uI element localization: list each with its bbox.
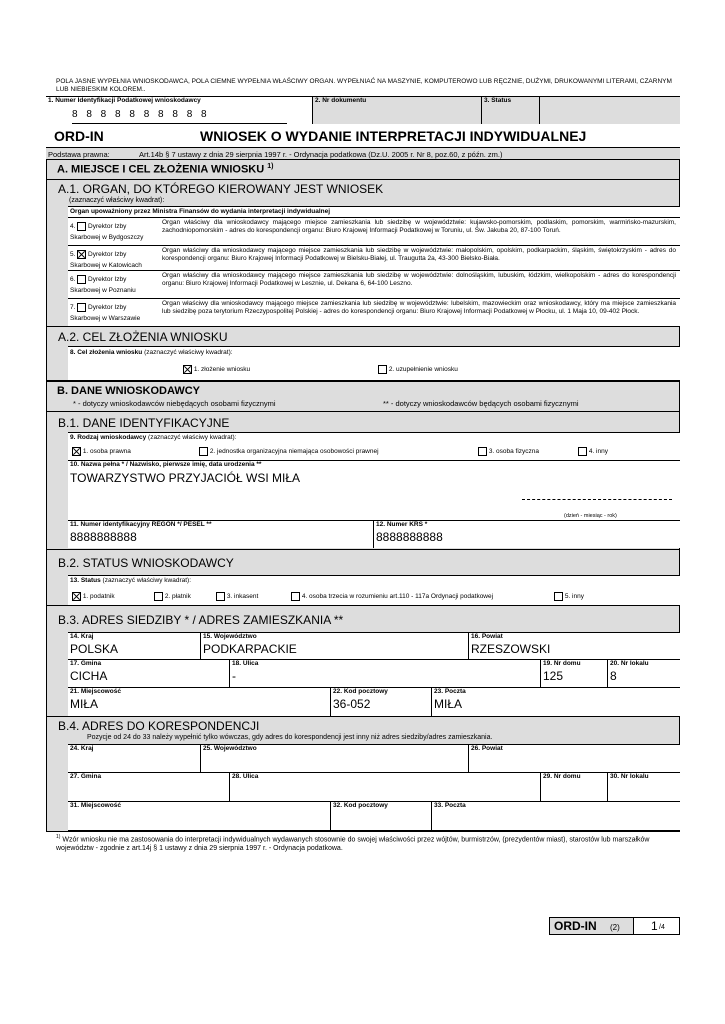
corr-commune-field[interactable] xyxy=(68,773,230,801)
organ-number: 5. xyxy=(70,251,76,258)
voivodeship-label: 15. Województwo xyxy=(203,633,257,640)
footer-code: ORD-IN xyxy=(554,919,597,933)
krs-value: 8888888888 xyxy=(376,530,443,544)
header-fields xyxy=(46,96,680,124)
postal-code-field[interactable] xyxy=(331,688,432,716)
krs-label: 12. Numer KRS * xyxy=(376,521,428,528)
organ-name: Dyrektor Izby xyxy=(88,251,127,258)
organ-place: Skarbowej w Bydgoszczy xyxy=(70,234,144,241)
town-label: 21. Miejscowość xyxy=(70,688,121,695)
street-field[interactable] xyxy=(230,660,541,687)
corr-voivodeship-label: 25. Województwo xyxy=(203,745,257,752)
corr-commune-label: 27. Gmina xyxy=(70,773,102,780)
full-name-label: 10. Nazwa pełna * / Nazwisko, pierwsze imię, data urodzenia ** xyxy=(70,461,262,468)
type-legal-person-checkbox[interactable] xyxy=(72,447,81,456)
corr-row-1 xyxy=(68,744,680,772)
status-label: 3. Status xyxy=(484,97,512,104)
purpose-option-submit[interactable]: 1. złożenie wniosku xyxy=(183,365,250,374)
legal-basis xyxy=(46,147,680,160)
postal-code-value: 36-052 xyxy=(333,697,371,711)
corr-county-field[interactable] xyxy=(469,745,680,772)
organ-description: Organ właściwy dla wnioskodawcy mającego miejsce zamieszkania lub siedzibę w województwie: małopolskim, opolskim, podkarpackim, śląskim, świętokrzyskim - adres do korespondencji organu: Biuro Krajowej Informacji Podatkowej w Bielsku-Białej, ul. Traugutta 2a, 43-300 Bielsko-Biała. xyxy=(162,247,676,262)
b2-title-bar xyxy=(47,549,679,575)
status-collector-checkbox[interactable] xyxy=(216,592,225,601)
town-field[interactable] xyxy=(68,688,331,716)
county-label: 16. Powiat xyxy=(471,633,503,640)
organ-checkbox[interactable] xyxy=(77,303,86,312)
type-org-unit[interactable]: 2. jednostka organizacyjna niemająca osobowości prawnej xyxy=(199,447,379,456)
purpose-submit-checkbox[interactable] xyxy=(183,365,192,374)
section-b-title: B. DANE WNIOSKODAWCY xyxy=(57,385,200,397)
purpose-label: 8. Cel złożenia wniosku (zaznaczyć właściwy kwadrat): xyxy=(70,349,233,356)
id-numbers-row xyxy=(68,520,680,548)
organ-name: Dyrektor Izby xyxy=(88,276,127,283)
house-number-label: 19. Nr domu xyxy=(543,660,581,667)
form-title: WNIOSEK O WYDANIE INTERPRETACJI INDYWIDUALNEJ xyxy=(200,128,587,144)
corr-post-office-field[interactable] xyxy=(432,802,680,830)
section-a-title: A. MIEJSCE I CEL ZŁOŻENIA WNIOSKU $^{1)}$ xyxy=(57,163,274,176)
commune-label: 17. Gmina xyxy=(70,660,102,667)
b4-note: Pozycje od 24 do 33 należy wypełnić tylko wówczas, gdy adres do korespondencji jest inny niż adres siedziby/adres zamieszkania. xyxy=(87,734,493,741)
status-other[interactable]: 5. inny xyxy=(554,592,584,601)
status-field-13 xyxy=(68,575,680,605)
status-third-party-checkbox[interactable] xyxy=(291,592,300,601)
a2-title: A.2. CEL ZŁOŻENIA WNIOSKU xyxy=(58,330,228,344)
country-label: 14. Kraj xyxy=(70,633,94,640)
b3-title-bar xyxy=(47,605,679,632)
status-payer-checkbox[interactable] xyxy=(154,592,163,601)
birth-date-line xyxy=(522,499,672,500)
apartment-label: 20. Nr lokalu xyxy=(610,660,649,667)
type-natural-person[interactable]: 3. osoba fizyczna xyxy=(478,447,539,456)
type-org-unit-checkbox[interactable] xyxy=(199,447,208,456)
corr-apartment-label: 30. Nr lokalu xyxy=(610,773,649,780)
b4-title-bar xyxy=(47,716,679,744)
post-office-value: MIŁA xyxy=(434,697,463,711)
doc-number-field xyxy=(313,97,482,124)
organ-group-title: Organ upoważniony przez Ministra Finansów do wydania interpretacji indywidualnej xyxy=(70,208,331,215)
address-row-1 xyxy=(68,632,680,659)
form-instruction: POLA JASNE WYPEŁNIA WNIOSKODAWCA, POLA CIEMNE WYPEŁNIA WŁAŚCIWY ORGAN. WYPEŁNIAĆ NA MASZYNIE, KOMPUTEROWO LUB RĘCZNIE, DUŻYMI, DRUKOWANYMI LITERAMI, CZARNYM LUB NIEBIESKIM KOLOREM.. xyxy=(56,78,672,93)
a1-hint: (zaznaczyć właściwy kwadrat): xyxy=(69,197,165,204)
organ-description: Organ właściwy dla wnioskodawcy mającego miejsce zamieszkania lub siedzibę w województwie: lubelskim, mazowieckim oraz wnioskodawcy, który ma miejsce zamieszkania lub siedzibę poza terytorium Rzeczypospolitej Polskiej - adres do korespondencji organu: Biuro Krajowej Informacji Podatkowej w Płocku, ul. 1 Maja 10, 09-402 Płock. xyxy=(162,300,676,315)
status-payer[interactable]: 2. płatnik xyxy=(154,592,191,601)
nip-value: 8 8 8 8 8 8 8 8 8 8 xyxy=(72,109,209,120)
organ-table xyxy=(68,206,680,326)
corr-house-number-field[interactable] xyxy=(541,773,608,801)
b1-title: B.1. DANE IDENTYFIKACYJNE xyxy=(58,416,230,430)
organ-place: Skarbowej w Warszawie xyxy=(70,315,141,322)
organ-row xyxy=(68,270,680,298)
type-other-checkbox[interactable] xyxy=(578,447,587,456)
section-b-note-legal: * - dotyczy wnioskodawców niebędących osobami fizycznymi xyxy=(73,399,276,408)
form-code: ORD-IN xyxy=(54,128,104,144)
organ-option[interactable] xyxy=(70,274,160,296)
organ-name: Dyrektor Izby xyxy=(88,223,127,230)
a1-title: A.1. ORGAN, DO KTÓREGO KIEROWANY JEST WNIOSEK xyxy=(58,182,384,196)
address-row-2 xyxy=(68,659,680,687)
corr-country-label: 24. Kraj xyxy=(70,745,94,752)
organ-number: 6. xyxy=(70,276,76,283)
organ-checkbox[interactable] xyxy=(77,250,86,259)
birth-date-hint: (dzień - miesiąc - rok) xyxy=(564,513,617,519)
purpose-option-supplement[interactable]: 2. uzupełnienie wniosku xyxy=(378,365,458,374)
status-third-party[interactable]: 4. osoba trzecia w rozumieniu art.110 - 117a Ordynacji podatkowej xyxy=(291,592,493,601)
county-value: RZESZOWSKI xyxy=(471,642,551,656)
house-number-field[interactable] xyxy=(541,660,608,687)
footer-version: (2) xyxy=(610,923,620,932)
commune-value: CICHA xyxy=(70,669,108,683)
corr-postal-code-field[interactable] xyxy=(331,802,432,830)
applicant-type-field xyxy=(68,432,680,460)
corr-house-number-label: 29. Nr domu xyxy=(543,773,581,780)
corr-apartment-field[interactable] xyxy=(608,773,680,801)
full-name-value: TOWARZYSTWO PRZYJACIÓŁ WSI MIŁA xyxy=(70,471,301,485)
organ-place: Skarbowej w Poznaniu xyxy=(70,287,136,294)
organ-name: Dyrektor Izby xyxy=(88,304,127,311)
krs-field[interactable] xyxy=(374,521,680,548)
legal-text: Art.14b § 7 ustawy z dnia 29 sierpnia 1997 r. - Ordynacja podatkowa (Dz.U. 2005 r. Nr 8, poz.60, z późn. zm.) xyxy=(139,150,503,159)
organ-checkbox[interactable] xyxy=(77,222,86,231)
corr-postal-code-label: 32. Kod pocztowy xyxy=(333,802,388,809)
nip-field[interactable] xyxy=(46,97,313,124)
regon-value: 8888888888 xyxy=(70,530,137,544)
corr-county-label: 26. Powiat xyxy=(471,745,503,752)
type-legal-person[interactable]: 1. osoba prawna xyxy=(72,447,131,456)
b4-title: B.4. ADRES DO KORESPONDENCJI xyxy=(58,719,260,733)
footnote-text: Wzór wniosku nie ma zastosowania do interpretacji indywidualnych wydawanych stosownie do swojej właściwości przez wójtów, burmistrzów, (prezydentów miast), starostów lub marszałków województw - zgodnie z art.14j § 1 ustawy z dnia 29 sierpnia 1997 r. - Ordynacja podatkowa. xyxy=(56,836,650,853)
page-footer xyxy=(549,917,680,935)
nip-digit-ticks xyxy=(72,120,287,124)
organ-row xyxy=(68,217,680,245)
organ-description: Organ właściwy dla wnioskodawcy mającego miejsce zamieszkania lub siedzibę w województwie: dolnośląskim, lubuskim, łódzkim, wielkopolskim - adres do korespondencji organu: Biuro Krajowej Informacji Podatkowej w Lesznie, ul. Dekana 6, 64-100 Leszno. xyxy=(162,272,676,287)
doc-number-label: 2. Nr dokumentu xyxy=(315,97,367,104)
type-other[interactable]: 4. inny xyxy=(578,447,608,456)
legal-label: Podstawa prawna: xyxy=(48,150,110,159)
organ-row xyxy=(68,298,680,327)
organ-option[interactable] xyxy=(70,221,160,243)
footer-code-box xyxy=(550,918,634,934)
corr-country-field[interactable] xyxy=(68,745,201,772)
corr-town-field[interactable] xyxy=(68,802,331,830)
full-name-field[interactable] xyxy=(68,460,680,520)
organ-checkbox[interactable] xyxy=(77,275,86,284)
organ-option[interactable] xyxy=(70,302,160,324)
country-field[interactable] xyxy=(68,633,201,659)
post-office-label: 23. Poczta xyxy=(434,688,466,695)
county-field[interactable] xyxy=(469,633,680,659)
address-row-3 xyxy=(68,687,680,716)
house-number-value: 125 xyxy=(543,669,564,683)
apartment-field[interactable] xyxy=(608,660,680,687)
footnote xyxy=(56,833,680,853)
organ-place: Skarbowej w Katowicach xyxy=(70,262,142,269)
page-number: 1 xyxy=(651,919,658,933)
commune-field[interactable] xyxy=(68,660,230,687)
corr-street-field[interactable] xyxy=(230,773,541,801)
type-natural-person-checkbox[interactable] xyxy=(478,447,487,456)
status-taxpayer-checkbox[interactable] xyxy=(72,592,81,601)
corr-street-label: 28. Ulica xyxy=(232,773,259,780)
organ-row xyxy=(68,245,680,270)
b2-title: B.2. STATUS WNIOSKODAWCY xyxy=(58,556,234,570)
organ-option[interactable] xyxy=(70,249,160,271)
street-label: 18. Ulica xyxy=(232,660,259,667)
corr-post-office-label: 33. Poczta xyxy=(434,802,466,809)
town-value: MIŁA xyxy=(70,697,99,711)
section-b-note-natural: ** - dotyczy wnioskodawców będących osobami fizycznymi xyxy=(383,399,579,408)
regon-label: 11. Numer identyfikacyjny REGON */ PESEL ** xyxy=(70,521,212,528)
regon-field[interactable] xyxy=(68,521,374,548)
corr-voivodeship-field[interactable] xyxy=(201,745,469,772)
nip-label: 1. Numer Identyfikacji Podatkowej wnioskodawcy xyxy=(48,97,201,104)
section-b-bottom-line xyxy=(46,831,680,832)
voivodeship-field[interactable] xyxy=(201,633,469,659)
status-field xyxy=(482,97,540,124)
purpose-field xyxy=(68,346,680,380)
country-value: POLSKA xyxy=(70,642,119,656)
status-other-checkbox[interactable] xyxy=(554,592,563,601)
status-taxpayer[interactable]: 1. podatnik xyxy=(72,592,115,601)
postal-code-label: 22. Kod pocztowy xyxy=(333,688,388,695)
section-a-divider xyxy=(47,179,679,180)
organ-number: 4. xyxy=(70,223,76,230)
post-office-field[interactable] xyxy=(432,688,680,716)
street-value: - xyxy=(232,669,236,683)
b3-title: B.3. ADRES SIEDZIBY * / ADRES ZAMIESZKANIA ** xyxy=(58,613,344,627)
purpose-supplement-checkbox[interactable] xyxy=(378,365,387,374)
applicant-type-label: 9. Rodzaj wnioskodawcy (zaznaczyć właściwy kwadrat): xyxy=(70,434,237,441)
status-collector[interactable]: 3. inkasent xyxy=(216,592,258,601)
voivodeship-value: PODKARPACKIE xyxy=(203,642,297,656)
organ-description: Organ właściwy dla wnioskodawcy mającego miejsce zamieszkania lub siedzibę w województwie: kujawsko-pomorskim, podlaskim, pomorskim, warmińsko-mazurskim, zachodniopomorskim - adres do korespondencji organu: Biuro Krajowej Informacji Podatkowej w Toruniu, ul. Św. Jakuba 20, 87-100 Toruń. xyxy=(162,219,676,234)
apartment-value: 8 xyxy=(610,669,617,683)
corr-row-3 xyxy=(68,801,680,831)
corr-row-2 xyxy=(68,772,680,801)
footnote-mark: 1) xyxy=(56,834,61,840)
section-b-divider xyxy=(47,411,679,412)
a2-title-bar xyxy=(46,326,680,346)
corr-town-label: 31. Miejscowość xyxy=(70,802,121,809)
organ-number: 7. xyxy=(70,304,76,311)
page-total: /4 xyxy=(659,924,665,931)
status13-label: 13. Status (zaznaczyć właściwy kwadrat): xyxy=(70,577,192,584)
